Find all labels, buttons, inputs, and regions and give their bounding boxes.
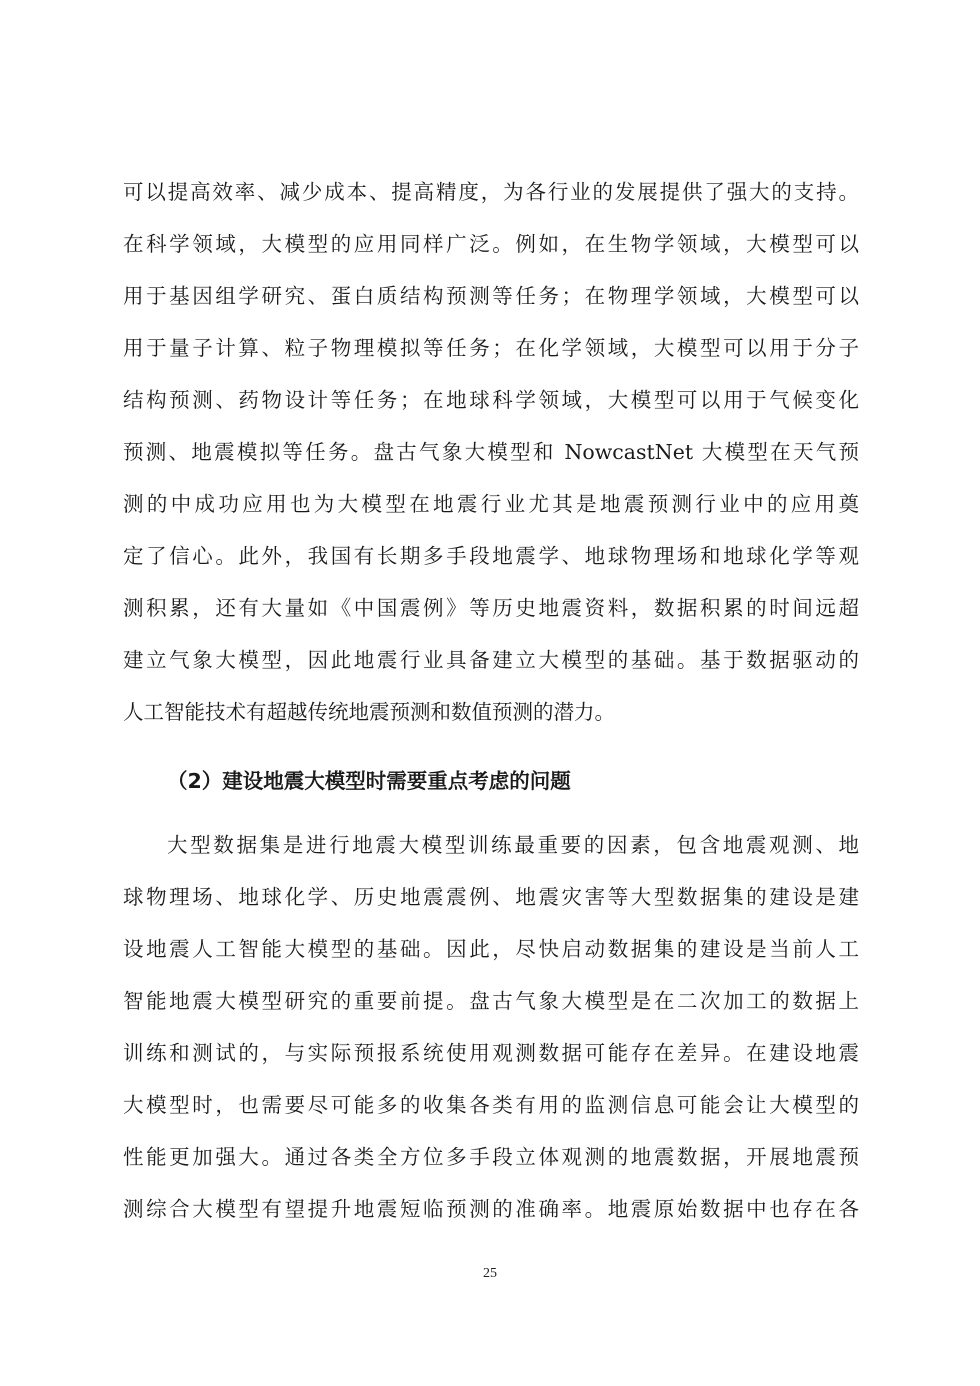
text-line: 在科学领域，大模型的应用同样广泛。例如，在生物学领域，大模型可以 — [123, 232, 859, 256]
text-line: 智能地震大模型研究的重要前提。盘古气象大模型是在二次加工的数据上 — [123, 989, 859, 1013]
text-line: 设地震人工智能大模型的基础。因此，尽快启动数据集的建设是当前人工 — [123, 937, 859, 961]
text-line: 定了信心。此外，我国有长期多手段地震学、地球物理场和地球化学等观 — [123, 544, 859, 568]
text-line: 用于基因组学研究、蛋白质结构预测等任务；在物理学领域，大模型可以 — [123, 284, 859, 308]
body-paragraph-1 — [123, 166, 859, 738]
text-line: 球物理场、地球化学、历史地震震例、地震灾害等大型数据集的建设是建 — [123, 885, 859, 909]
page-number: 25 — [483, 1266, 497, 1281]
text-line: 预测、地震模拟等任务。盘古气象大模型和 NowcastNet 大模型在天气预 — [123, 440, 859, 464]
text-line: 大型数据集是进行地震大模型训练最重要的因素，包含地震观测、地 — [167, 833, 859, 857]
text-line: 结构预测、药物设计等任务；在地球科学领域，大模型可以用于气候变化 — [123, 388, 859, 412]
body-paragraph-2 — [123, 819, 859, 1235]
section-heading: （2）建设地震大模型时需要重点考虑的问题 — [167, 769, 571, 793]
text-line: 用于量子计算、粒子物理模拟等任务；在化学领域，大模型可以用于分子 — [123, 336, 859, 360]
text-line: 测积累，还有大量如《中国震例》等历史地震资料，数据积累的时间远超 — [123, 596, 859, 620]
text-line: 性能更加强大。通过各类全方位多手段立体观测的地震数据，开展地震预 — [123, 1145, 859, 1169]
text-line: 建立气象大模型，因此地震行业具备建立大模型的基础。基于数据驱动的 — [123, 648, 859, 672]
text-line: 人工智能技术有超越传统地震预测和数值预测的潜力。 — [123, 700, 615, 724]
text-line: 大模型时，也需要尽可能多的收集各类有用的监测信息可能会让大模型的 — [123, 1093, 859, 1117]
text-line: 测综合大模型有望提升地震短临预测的准确率。地震原始数据中也存在各 — [123, 1197, 859, 1221]
text-line: 测的中成功应用也为大模型在地震行业尤其是地震预测行业中的应用奠 — [123, 492, 859, 516]
text-line: 训练和测试的，与实际预报系统使用观测数据可能存在差异。在建设地震 — [123, 1041, 859, 1065]
text-line: 可以提高效率、减少成本、提高精度，为各行业的发展提供了强大的支持。 — [123, 180, 859, 204]
